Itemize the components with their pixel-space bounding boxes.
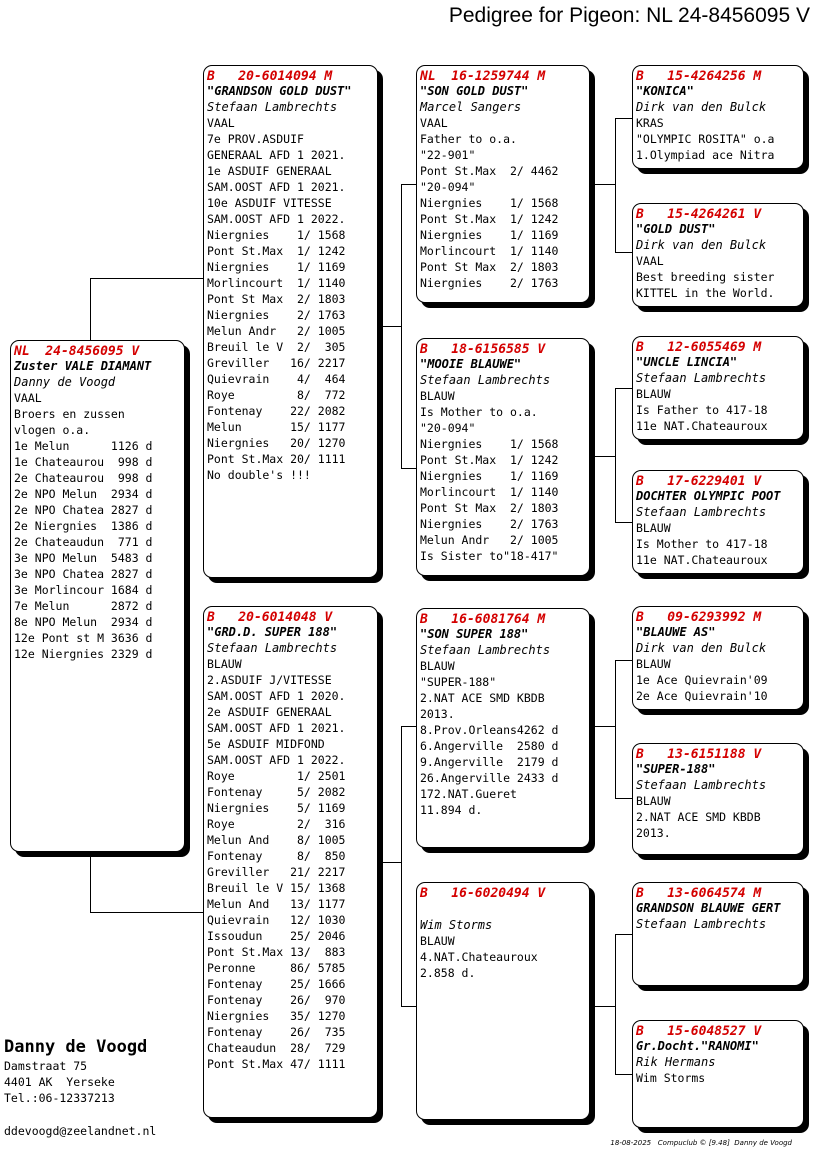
info-line: Niergnies 1/ 1169 <box>420 228 559 242</box>
info-line: Pont St Max 2/ 1803 <box>207 292 346 306</box>
info-line: SAM.OOST AFD 1 2022. <box>207 212 346 226</box>
pigeon-card-dsd[interactable] <box>632 743 804 855</box>
pigeon-name: DOCHTER OLYMPIC POOT <box>636 489 781 503</box>
connector-line <box>90 852 91 912</box>
ring-number: B 09-6293992 M <box>636 610 762 625</box>
page-title: Pedigree for Pigeon: NL 24-8456095 V <box>448 4 810 27</box>
info-line: Is Father to 417-18 <box>636 403 768 417</box>
ring-number: NL 24-8456095 V <box>14 344 140 359</box>
info-line: 1.Olympiad ace Nitra <box>636 148 775 162</box>
info-line: BLAUW <box>636 521 671 535</box>
info-line: "20-094" <box>420 180 476 194</box>
info-line: Niergnies 2/ 1763 <box>207 308 346 322</box>
breeder-name: Danny de Voogd <box>14 375 116 389</box>
info-line: BLAUW <box>420 389 455 403</box>
info-line: SAM.OOST AFD 1 2020. <box>207 689 346 703</box>
ring-number: B 15-4264261 V <box>636 207 762 222</box>
connector-line <box>595 184 615 185</box>
info-line: 2.NAT ACE SMD KBDB <box>636 810 761 824</box>
pigeon-card-subject[interactable] <box>10 340 185 852</box>
info-line: Quievrain 4/ 464 <box>207 372 346 386</box>
info-line: Father to o.a. <box>420 132 517 146</box>
info-line: 7e PROV.ASDUIF <box>207 132 304 146</box>
connector-line <box>615 252 632 253</box>
info-line: Fontenay 26/ 735 <box>207 1025 346 1039</box>
info-line: Pont St Max 2/ 1803 <box>420 260 559 274</box>
info-line: 2e Chateaudun 771 d <box>14 535 153 549</box>
pigeon-card-ssd[interactable] <box>632 203 804 307</box>
info-line: "SUPER-188" <box>420 675 497 689</box>
info-line: Is Sister to"18-417" <box>420 549 559 563</box>
connector-line <box>90 278 91 340</box>
info-line: Greviller 21/ 2217 <box>207 865 346 879</box>
pigeon-name: "BLAUWE AS" <box>636 625 716 639</box>
info-line: BLAUW <box>636 794 671 808</box>
info-line: Fontenay 26/ 970 <box>207 993 346 1007</box>
info-line: VAAL <box>420 116 448 130</box>
info-line: GENERAAL AFD 1 2021. <box>207 148 346 162</box>
breeder-name: Dirk van den Bulck <box>636 238 767 252</box>
connector-line <box>595 1006 615 1007</box>
connector-line <box>401 184 417 185</box>
connector-line <box>595 456 615 457</box>
info-line: Quievrain 12/ 1030 <box>207 913 346 927</box>
info-line: Pont St.Max 1/ 1242 <box>207 244 346 258</box>
breeder-name: Stefaan Lambrechts <box>636 505 767 519</box>
info-line: 2e ASDUIF GENERAAL <box>207 705 332 719</box>
connector-line <box>615 388 632 389</box>
ring-number: B 16-6081764 M <box>420 612 546 627</box>
connector-line <box>90 278 204 279</box>
info-line: Niergnies 1/ 1169 <box>207 260 346 274</box>
info-line: 9.Angerville 2179 d <box>420 755 559 769</box>
info-line: Melun And 8/ 1005 <box>207 833 346 847</box>
info-line: Niergnies 35/ 1270 <box>207 1009 346 1023</box>
pigeon-name: "UNCLE LINCIA" <box>636 355 738 369</box>
pigeon-card-sds[interactable] <box>632 336 804 440</box>
info-line: 12e Niergnies 2329 d <box>14 647 153 661</box>
info-line: Is Mother to 417-18 <box>636 537 768 551</box>
breeder-name: Stefaan Lambrechts <box>207 641 338 655</box>
info-line: Is Mother to o.a. <box>420 405 538 419</box>
pigeon-card-dam-sire[interactable] <box>416 608 590 848</box>
info-line: "20-094" <box>420 421 476 435</box>
info-line: Niergnies 20/ 1270 <box>207 436 346 450</box>
info-line: Roye 2/ 316 <box>207 817 346 831</box>
breeder-name: Stefaan Lambrechts <box>420 373 551 387</box>
info-line: Best breeding sister <box>636 270 775 284</box>
info-line: Fontenay 22/ 2082 <box>207 404 346 418</box>
breeder-name: Dirk van den Bulck <box>636 641 767 655</box>
info-line: 10e ASDUIF VITESSE <box>207 196 332 210</box>
owner-city: 4401 AK Yerseke <box>4 1075 115 1089</box>
info-line: 7e Melun 2872 d <box>14 599 153 613</box>
info-line: BLAUW <box>207 657 242 671</box>
info-line: Niergnies 1/ 1568 <box>207 228 346 242</box>
pigeon-card-dss[interactable] <box>632 606 804 710</box>
info-line: Greviller 16/ 2217 <box>207 356 346 370</box>
info-line: 2.ASDUIF J/VITESSE <box>207 673 332 687</box>
info-line: 2e Ace Quievrain'10 <box>636 689 768 703</box>
info-line: 6.Angerville 2580 d <box>420 739 559 753</box>
connector-line <box>615 118 616 252</box>
connector-line <box>615 1074 632 1075</box>
connector-line <box>615 118 632 119</box>
connector-line <box>401 184 402 468</box>
info-line: Pont St.Max 2/ 4462 <box>420 164 559 178</box>
pigeon-name: "GOLD DUST" <box>636 222 716 236</box>
info-line: Pont St.Max 20/ 1111 <box>207 452 346 466</box>
info-line: BLAUW <box>636 657 671 671</box>
info-line: Issoudun 25/ 2046 <box>207 929 346 943</box>
pigeon-name: Zuster VALE DIAMANT <box>14 359 152 373</box>
connector-line <box>615 388 616 522</box>
connector-line <box>615 934 616 1074</box>
info-line: KRAS <box>636 116 664 130</box>
pigeon-name: Gr.Docht."RANOMI" <box>636 1039 759 1053</box>
info-line: 1e Ace Quievrain'09 <box>636 673 768 687</box>
ring-number: B 16-6020494 V <box>420 886 546 901</box>
info-line: SAM.OOST AFD 1 2021. <box>207 180 346 194</box>
info-line: Niergnies 1/ 1169 <box>420 469 559 483</box>
connector-line <box>615 660 632 661</box>
info-line: Melun Andr 2/ 1005 <box>207 324 346 338</box>
connector-line <box>615 522 632 523</box>
ring-number: NL 16-1259744 M <box>420 69 546 84</box>
pigeon-card-dam-dam[interactable] <box>416 882 590 1120</box>
connector-line <box>401 468 417 469</box>
breeder-name: Dirk van den Bulck <box>636 100 767 114</box>
info-line: Breuil le V 15/ 1368 <box>207 881 346 895</box>
info-line: 11e NAT.Chateauroux <box>636 419 768 433</box>
ring-number: B 17-6229401 V <box>636 474 762 489</box>
ring-number: B 15-6048527 V <box>636 1024 762 1039</box>
pigeon-card-sire-sire[interactable] <box>416 65 590 303</box>
connector-line <box>90 912 204 913</box>
info-line: BLAUW <box>420 934 455 948</box>
info-line: Wim Storms <box>636 1071 706 1085</box>
info-line: Niergnies 5/ 1169 <box>207 801 346 815</box>
info-line: 8e NPO Melun 2934 d <box>14 615 153 629</box>
info-line: Melun And 13/ 1177 <box>207 897 346 911</box>
info-line: Niergnies 2/ 1763 <box>420 517 559 531</box>
connector-line <box>615 934 632 935</box>
owner-address: Damstraat 75 <box>4 1059 88 1073</box>
info-line: 11e NAT.Chateauroux <box>636 553 768 567</box>
info-line: 5e ASDUIF MIDFOND <box>207 737 325 751</box>
footer-credit: 18-08-2025 Compuclub © [9.48] Danny de Voogd <box>610 1139 792 1147</box>
info-line: "22-901" <box>420 148 476 162</box>
info-line: 2e NPO Melun 2934 d <box>14 487 153 501</box>
info-line: Roye 1/ 2501 <box>207 769 346 783</box>
pigeon-card-ddd[interactable] <box>632 1020 804 1128</box>
ring-number: B 18-6156585 V <box>420 342 546 357</box>
info-line: 4.NAT.Chateauroux <box>420 950 538 964</box>
info-line: VAAL <box>14 391 42 405</box>
info-line: Fontenay 25/ 1666 <box>207 977 346 991</box>
pigeon-name: "GRANDSON GOLD DUST" <box>207 84 352 98</box>
ring-number: B 13-6151188 V <box>636 747 762 762</box>
info-line: 8.Prov.Orleans4262 d <box>420 723 559 737</box>
info-line: 2013. <box>636 826 671 840</box>
info-line: Fontenay 5/ 2082 <box>207 785 346 799</box>
connector-line <box>401 726 402 1006</box>
owner-block <box>4 1036 147 1106</box>
info-line: Roye 8/ 772 <box>207 388 346 402</box>
connector-line <box>383 326 401 327</box>
info-line: Broers en zussen <box>14 407 125 421</box>
info-line: Peronne 86/ 5785 <box>207 961 346 975</box>
owner-name: Danny de Voogd <box>4 1037 148 1057</box>
info-line: Morlincourt 1/ 1140 <box>420 485 559 499</box>
ring-number: B 20-6014048 V <box>207 610 333 625</box>
pigeon-card-dam[interactable] <box>203 606 378 1118</box>
info-line: Melun Andr 2/ 1005 <box>420 533 559 547</box>
pigeon-card-sire-dam[interactable] <box>416 338 590 576</box>
info-line: 1e Melun 1126 d <box>14 439 153 453</box>
info-line: Niergnies 1/ 1568 <box>420 437 559 451</box>
breeder-name: Stefaan Lambrechts <box>207 100 338 114</box>
info-line: "OLYMPIC ROSITA" o.a <box>636 132 775 146</box>
pigeon-card-sire[interactable] <box>203 65 378 578</box>
pigeon-name: "SON SUPER 188" <box>420 627 529 641</box>
info-line: 3e NPO Melun 5483 d <box>14 551 153 565</box>
info-line: VAAL <box>636 254 664 268</box>
pigeon-name: "KONICA" <box>636 84 694 98</box>
ring-number: B 15-4264256 M <box>636 69 762 84</box>
pigeon-name: "MOOIE BLAUWE" <box>420 357 522 371</box>
info-line: Niergnies 2/ 1763 <box>420 276 559 290</box>
breeder-name: Stefaan Lambrechts <box>636 778 767 792</box>
info-line: Pont St.Max 13/ 883 <box>207 945 346 959</box>
info-line: SAM.OOST AFD 1 2022. <box>207 753 346 767</box>
info-line: 172.NAT.Gueret <box>420 787 517 801</box>
pigeon-name: GRANDSON BLAUWE GERT <box>636 901 781 915</box>
info-line: Pont St.Max 1/ 1242 <box>420 453 559 467</box>
pigeon-card-sdd[interactable] <box>632 470 804 574</box>
info-line: 2.NAT ACE SMD KBDB <box>420 691 545 705</box>
info-line: BLAUW <box>420 659 455 673</box>
info-line: Pont St Max 2/ 1803 <box>420 501 559 515</box>
info-line: VAAL <box>207 116 235 130</box>
breeder-name: Stefaan Lambrechts <box>636 371 767 385</box>
pigeon-name: "SON GOLD DUST" <box>420 84 529 98</box>
info-line: Morlincourt 1/ 1140 <box>207 276 346 290</box>
empty-name-line <box>420 901 586 917</box>
info-line: Chateaudun 28/ 729 <box>207 1041 346 1055</box>
info-line: Breuil le V 2/ 305 <box>207 340 346 354</box>
info-line: Melun 15/ 1177 <box>207 420 346 434</box>
connector-line <box>401 1006 417 1007</box>
info-line: 2e NPO Chatea 2827 d <box>14 503 153 517</box>
info-line: BLAUW <box>636 387 671 401</box>
pigeon-card-sss[interactable] <box>632 65 804 169</box>
info-line: 3e NPO Chatea 2827 d <box>14 567 153 581</box>
info-line: 2.858 d. <box>420 966 476 980</box>
connector-line <box>401 726 417 727</box>
breeder-name: Marcel Sangers <box>420 100 522 114</box>
connector-line <box>615 660 616 798</box>
info-line: 2e Niergnies 1386 d <box>14 519 153 533</box>
pigeon-name: "SUPER-188" <box>636 762 716 776</box>
connector-line <box>383 862 401 863</box>
info-line: 12e Pont st M 3636 d <box>14 631 153 645</box>
connector-line <box>595 726 615 727</box>
breeder-name: Wim Storms <box>420 918 493 932</box>
info-line: Morlincourt 1/ 1140 <box>420 244 559 258</box>
pigeon-name: "GRD.D. SUPER 188" <box>207 625 338 639</box>
info-line: 3e Morlincour 1684 d <box>14 583 153 597</box>
info-line: 26.Angerville 2433 d <box>420 771 559 785</box>
breeder-name: Stefaan Lambrechts <box>420 643 551 657</box>
ring-number: B 13-6064574 M <box>636 886 762 901</box>
info-line: Pont St.Max 47/ 1111 <box>207 1057 346 1071</box>
info-line: 2e Chateaurou 998 d <box>14 471 153 485</box>
ring-number: B 12-6055469 M <box>636 340 762 355</box>
connector-line <box>615 798 632 799</box>
info-line: 1e Chateaurou 998 d <box>14 455 153 469</box>
info-line: KITTEL in the World. <box>636 286 775 300</box>
info-line: 1e ASDUIF GENERAAL <box>207 164 332 178</box>
info-line: Pont St.Max 1/ 1242 <box>420 212 559 226</box>
breeder-name: Stefaan Lambrechts <box>636 917 767 931</box>
info-line: 11.894 d. <box>420 803 483 817</box>
info-line: 2013. <box>420 707 455 721</box>
info-line: SAM.OOST AFD 1 2021. <box>207 721 346 735</box>
pigeon-card-dds[interactable] <box>632 882 804 986</box>
ring-number: B 20-6014094 M <box>207 69 333 84</box>
owner-email[interactable]: ddevoogd@zeelandnet.nl <box>4 1124 157 1138</box>
breeder-name: Rik Hermans <box>636 1055 716 1069</box>
info-line: Fontenay 8/ 850 <box>207 849 346 863</box>
owner-phone: Tel.:06-12337213 <box>4 1091 115 1105</box>
info-line: No double's !!! <box>207 468 311 482</box>
info-line: Niergnies 1/ 1568 <box>420 196 559 210</box>
info-line: vlogen o.a. <box>14 423 91 437</box>
